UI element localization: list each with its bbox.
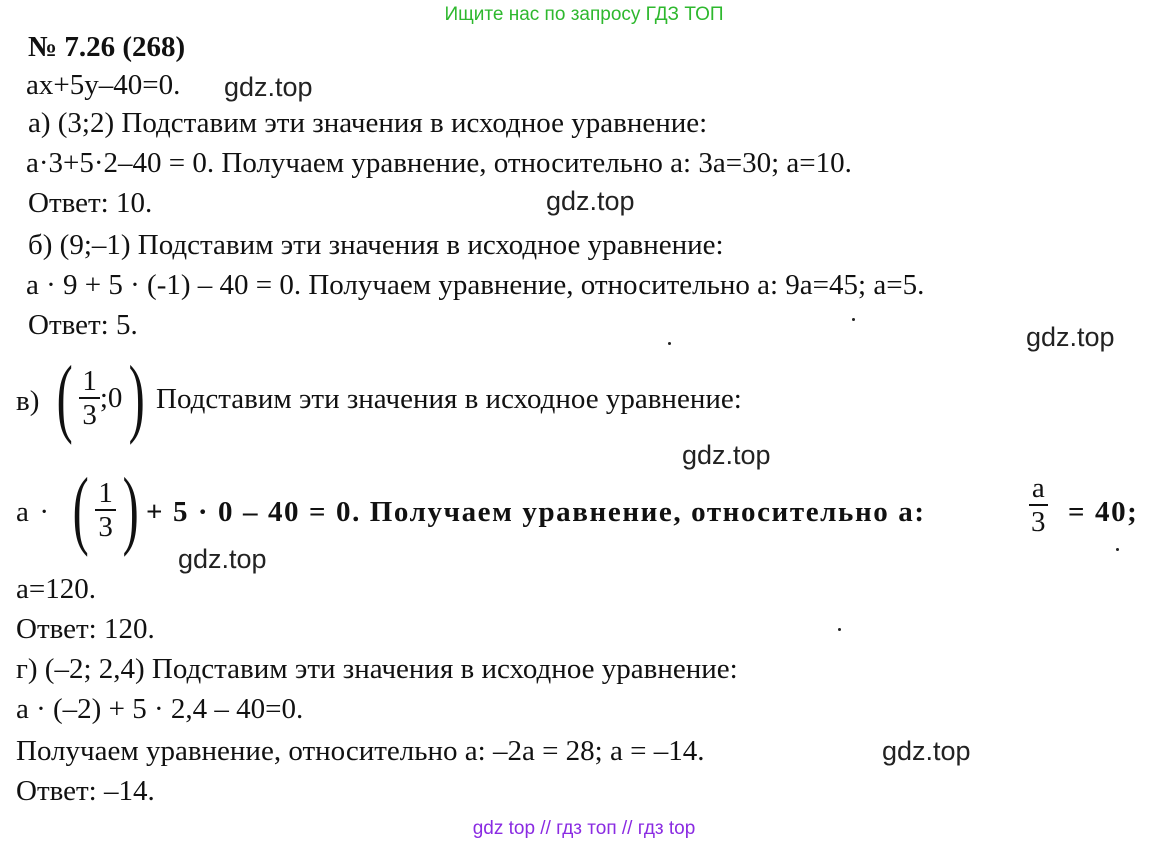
right-paren: )	[122, 461, 139, 558]
part-v-line-1: Подставим эти значения в исходное уравнение:	[156, 383, 742, 415]
part-g-line-1: г) (–2; 2,4) Подставим эти значения в исходное уравнение:	[16, 653, 738, 685]
point-fraction	[79, 365, 100, 431]
footer-links[interactable]: gdz top // гдз топ // гдз top	[472, 818, 696, 839]
result-fraction	[1028, 472, 1049, 538]
fraction-denominator: 3	[1031, 506, 1046, 538]
eq-fraction	[95, 477, 116, 543]
part-a-line-1: а) (3;2) Подставим эти значения в исходное уравнение:	[28, 107, 708, 139]
watermark: gdz.top	[178, 544, 267, 574]
part-a-line-2: a·3+5·2–40 = 0. Получаем уравнение, относительно a: 3a=30; a=10.	[26, 147, 852, 179]
part-g-line-3: Получаем уравнение, относительно a: –2a = 28; a = –14.	[16, 735, 705, 767]
watermark: gdz.top	[882, 736, 971, 766]
part-v-label: в)	[16, 385, 40, 417]
fraction-denominator: 3	[98, 511, 113, 543]
base-equation: ax+5y–40=0.	[26, 69, 181, 101]
part-v-result: a=120.	[16, 573, 96, 605]
part-v-answer: Ответ: 120.	[16, 613, 155, 645]
part-v-eq-middle: + 5 · 0 – 40 = 0. Получаем уравнение, относительно a:	[146, 496, 926, 528]
watermark: gdz.top	[224, 72, 313, 102]
part-g-answer: Ответ: –14.	[16, 775, 155, 807]
problem-number: № 7.26 (268)	[28, 31, 186, 63]
watermark: gdz.top	[682, 440, 771, 470]
right-paren: )	[128, 349, 146, 446]
point-rest: ;0	[99, 382, 123, 414]
left-paren: (	[72, 461, 89, 558]
watermark: gdz.top	[1026, 322, 1115, 352]
scan-speck	[852, 318, 855, 321]
fraction-numerator: a	[1029, 472, 1048, 506]
part-v-eq-prefix: a ·	[16, 496, 51, 528]
part-b-line-1: б) (9;–1) Подставим эти значения в исходное уравнение:	[28, 229, 724, 261]
part-v-eq-fraction	[66, 461, 145, 558]
part-b-line-2: a · 9 + 5 · (-1) – 40 = 0. Получаем уравнение, относительно a: 9a=45; a=5.	[26, 269, 925, 301]
watermark: gdz.top	[546, 186, 635, 216]
top-banner[interactable]: Ищите нас по запросу ГДЗ ТОП	[444, 4, 724, 25]
left-paren: (	[56, 349, 73, 446]
scan-speck	[838, 628, 841, 631]
part-v-point	[50, 349, 152, 446]
part-b-answer: Ответ: 5.	[28, 309, 138, 341]
scan-speck	[668, 342, 671, 345]
part-v-result-rest: = 40;	[1068, 496, 1139, 528]
fraction-denominator: 3	[82, 399, 97, 431]
part-g-line-2: a · (–2) + 5 · 2,4 – 40=0.	[16, 693, 304, 725]
fraction-numerator: 1	[95, 477, 116, 511]
part-a-answer: Ответ: 10.	[28, 187, 153, 219]
fraction-numerator: 1	[79, 365, 100, 399]
scan-speck	[1116, 548, 1119, 551]
